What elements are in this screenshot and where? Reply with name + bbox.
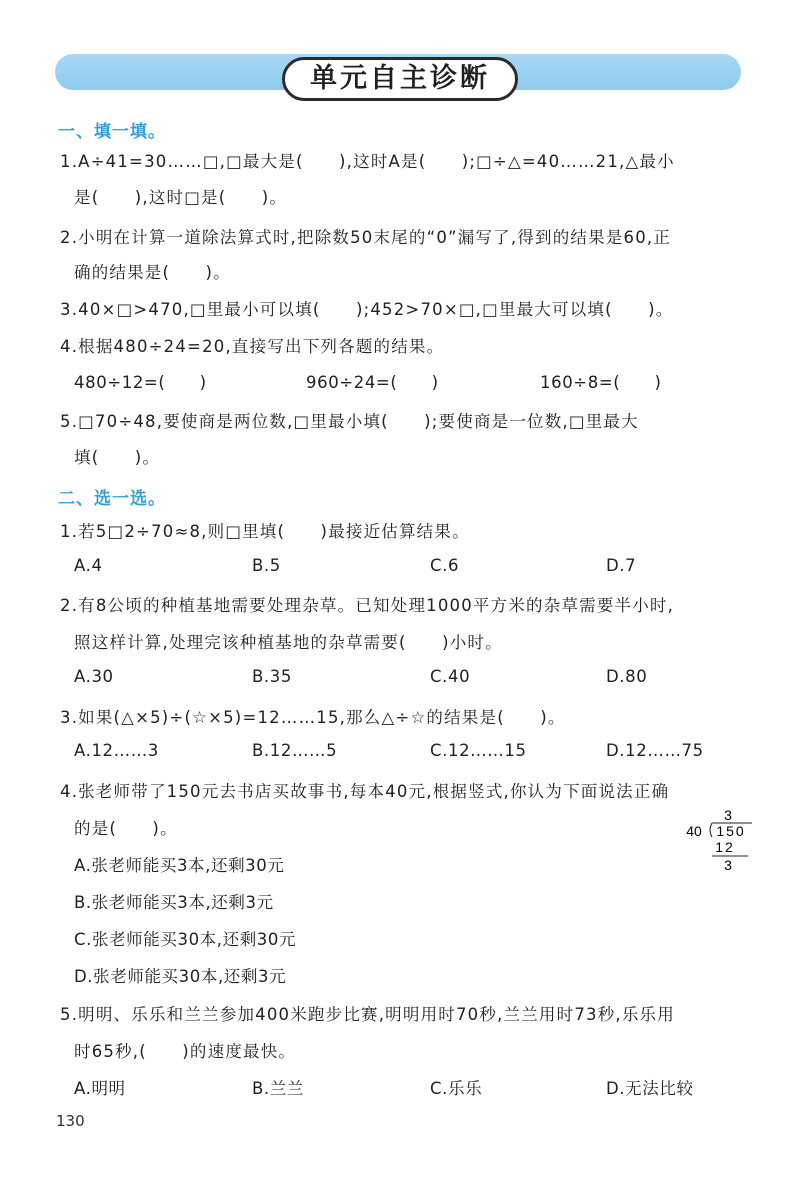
fill-q5-line2: 填( )。: [74, 448, 161, 467]
choice-q3-option-d: D.12……75: [606, 741, 704, 760]
choice-q4-option-d: D.张老师能买30本,还剩3元: [74, 967, 287, 986]
fill-q4-item-2: 960÷24=( ): [306, 373, 439, 392]
choice-q2-option-b: B.35: [252, 667, 292, 686]
choice-q5-option-a: A.明明: [74, 1079, 126, 1098]
choice-q4-option-a: A.张老师能买3本,还剩30元: [74, 856, 285, 875]
fill-q1-line2: 是( ),这时□是( )。: [74, 188, 288, 207]
choice-q2-line2: 照这样计算,处理完该种植基地的杂草需要( )小时。: [74, 633, 503, 652]
choice-q4-option-b: B.张老师能买3本,还剩3元: [74, 893, 274, 912]
section-heading-choose: 二、选一选。: [58, 489, 166, 509]
page-number: 130: [56, 1112, 85, 1130]
choice-q5-option-c: C.乐乐: [430, 1079, 483, 1098]
division-dividend: 150: [716, 823, 746, 839]
choice-q5-line1: 5.明明、乐乐和兰兰参加400米跑步比赛,明明用时70秒,兰兰用时73秒,乐乐用: [60, 1005, 675, 1024]
fill-q4-line1: 4.根据480÷24=20,直接写出下列各题的结果。: [60, 337, 445, 356]
choice-q2-option-a: A.30: [74, 667, 114, 686]
choice-q4-line2: 的是( )。: [74, 819, 178, 838]
choice-q4-option-c: C.张老师能买30本,还剩30元: [74, 930, 297, 949]
choice-q5-option-b: B.兰兰: [252, 1079, 304, 1098]
fill-q5-line1: 5.□70÷48,要使商是两位数,□里最小填( );要使商是一位数,□里最大: [60, 412, 639, 431]
choice-q2-line1: 2.有8公顷的种植基地需要处理杂草。已知处理1000平方米的杂草需要半小时,: [60, 596, 675, 615]
division-divisor: 40: [686, 823, 702, 839]
choice-q1-option-c: C.6: [430, 556, 460, 575]
choice-q4-line1: 4.张老师带了150元去书店买故事书,每本40元,根据竖式,你认为下面说法正确: [60, 782, 670, 801]
division-product: 12: [715, 839, 735, 855]
section-heading-fill: 一、填一填。: [58, 122, 166, 142]
choice-q3-option-b: B.12……5: [252, 741, 338, 760]
fill-q2-line1: 2.小明在计算一道除法算式时,把除数50末尾的“0”漏写了,得到的结果是60,正: [60, 228, 672, 247]
choice-q3-option-c: C.12……15: [430, 741, 527, 760]
choice-q1-option-d: D.7: [606, 556, 637, 575]
choice-q1-option-a: A.4: [74, 556, 103, 575]
fill-q4-item-3: 160÷8=( ): [540, 373, 662, 392]
choice-q2-option-c: C.40: [430, 667, 471, 686]
choice-q1-option-b: B.5: [252, 556, 281, 575]
choice-q2-option-d: D.80: [606, 667, 648, 686]
fill-q1-line1: 1.A÷41=30……□,□最大是( ),这时A是( );□÷△=40……21,△最小: [60, 152, 675, 171]
division-quotient: 3: [724, 807, 732, 823]
long-division-figure: [676, 806, 756, 876]
fill-q4-item-1: 480÷12=( ): [74, 373, 207, 392]
choice-q3-option-a: A.12……3: [74, 741, 159, 760]
fill-q2-line2: 确的结果是( )。: [74, 263, 231, 282]
choice-q3-line1: 3.如果(△×5)÷(☆×5)=12……15,那么△÷☆的结果是( )。: [60, 708, 566, 727]
page-title: 单元自主诊断: [282, 57, 518, 101]
fill-q3-line1: 3.40×□>470,□里最小可以填( );452>70×□,□里最大可以填( )。: [60, 300, 674, 319]
division-remainder: 3: [724, 857, 732, 873]
choice-q1-line1: 1.若5□2÷70≈8,则□里填( )最接近估算结果。: [60, 522, 470, 541]
choice-q5-line2: 时65秒,( )的速度最快。: [74, 1042, 297, 1061]
choice-q5-option-d: D.无法比较: [606, 1079, 694, 1098]
